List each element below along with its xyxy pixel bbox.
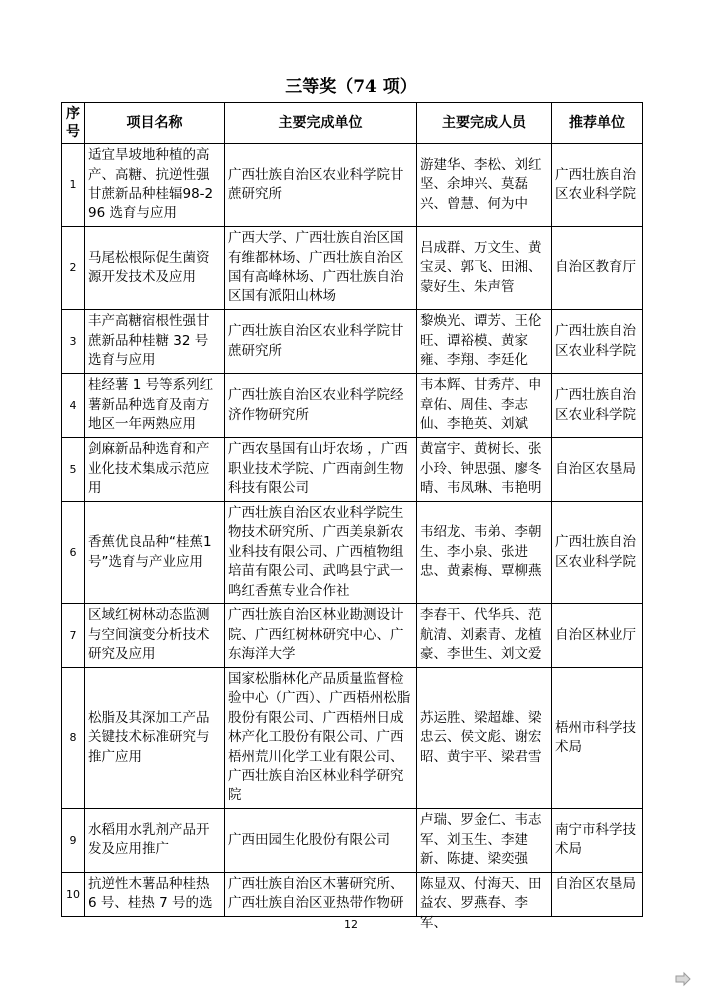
completion-people: 吕成群、万文生、黄宝灵、郭飞、田湘、蒙好生、朱声管 (417, 227, 552, 310)
row-index: 7 (62, 604, 85, 668)
recommending-unit: 广西壮族自治区农业科学院 (552, 502, 643, 604)
completion-units: 广西壮族自治区农业科学院甘蔗研究所 (225, 144, 417, 227)
recommending-unit: 自治区农垦局 (555, 875, 636, 892)
recommending-unit: 广西壮族自治区农业科学院 (552, 310, 643, 374)
recommending-unit: 自治区教育厅 (552, 227, 643, 310)
recommending-unit: 自治区农垦局 (552, 438, 643, 502)
completion-units: 广西大学、广西壮族自治区国有维都林场、广西壮族自治区国有高峰林场、广西壮族自治区国有派阳山林场 (225, 227, 417, 310)
table-row (62, 227, 643, 310)
row-index: 1 (62, 144, 85, 227)
project-name: 适宜旱坡地种植的高产、高糖、抗逆性强甘蔗新品种桂辐98-296 选育与应用 (85, 144, 225, 227)
recommending-unit: 南宁市科学技术局 (552, 808, 643, 872)
project-name: 马尾松根际促生菌资源开发技术及应用 (85, 227, 225, 310)
row-index: 2 (62, 227, 85, 310)
completion-people: 李春干、代华兵、范航清、刘素青、龙植豪、李世生、刘文爱 (417, 604, 552, 668)
header-index: 序号 (62, 103, 85, 144)
row-index: 4 (62, 374, 85, 438)
table-row (62, 604, 643, 668)
table-row (62, 144, 643, 227)
table-row (62, 310, 643, 374)
completion-units: 广西壮族自治区农业科学院生物技术研究所、广西美泉新农业科技有限公司、广西植物组培苗有限公司、武鸣县宁武一鸣红香蕉专业合作社 (225, 502, 417, 604)
table-row (62, 502, 643, 604)
project-name: 剑麻新品种选育和产业化技术集成示范应用 (85, 438, 225, 502)
recommending-unit: 广西壮族自治区农业科学院 (552, 374, 643, 438)
table-row (62, 872, 643, 916)
table-row (62, 374, 643, 438)
completion-units: 广西壮族自治区林业勘测设计院、广西红树林研究中心、广东海洋大学 (225, 604, 417, 668)
completion-units: 广西壮族自治区农业科学院经济作物研究所 (225, 374, 417, 438)
header-recommender: 推荐单位 (552, 103, 643, 144)
completion-people: 黄富宇、黄树长、张小玲、钟思强、廖冬晴、韦凤琳、韦艳明 (417, 438, 552, 502)
row-index: 5 (62, 438, 85, 502)
completion-people: 陈显双、付海天、田益农、罗燕春、李军、 (420, 875, 542, 931)
project-name: 松脂及其深加工产品关键技术标准研究与推广应用 (85, 668, 225, 809)
recommending-unit: 梧州市科学技术局 (552, 668, 643, 809)
completion-people: 黎焕光、谭芳、王伦旺、谭裕模、黄家雍、李翔、李廷化 (417, 310, 552, 374)
table-header-row (62, 103, 643, 144)
project-name: 区域红树林动态监测与空间演变分析技术研究及应用 (85, 604, 225, 668)
completion-people: 韦本辉、甘秀芹、申章佑、周佳、李志仙、李艳英、刘斌 (417, 374, 552, 438)
completion-people: 卢瑞、罗金仁、韦志军、刘玉生、李建新、陈捷、梁奕强 (417, 808, 552, 872)
project-name: 桂经薯 1 号等系列红薯新品种选育及南方地区一年两熟应用 (85, 374, 225, 438)
recommending-unit: 广西壮族自治区农业科学院 (552, 144, 643, 227)
completion-people: 苏运胜、梁超雄、梁忠云、侯文彪、谢宏昭、黄宇平、梁君雪 (417, 668, 552, 809)
row-index: 10 (62, 872, 85, 916)
completion-people: 韦绍龙、韦弟、李朝生、李小泉、张进忠、黄素梅、覃柳燕 (417, 502, 552, 604)
header-project: 项目名称 (85, 103, 225, 144)
row-index: 6 (62, 502, 85, 604)
completion-units: 国家松脂林化产品质量监督检验中心（广西）、广西梧州松脂股份有限公司、广西梧州日成林产化工股份有限公司、广西梧州荒川化学工业有限公司、广西壮族自治区林业科学研究院 (225, 668, 417, 809)
completion-units: 广西壮族自治区木薯研究所、广西壮族自治区亚热带作物研 (228, 875, 404, 912)
completion-units: 广西壮族自治区农业科学院甘蔗研究所 (225, 310, 417, 374)
recommending-unit: 自治区林业厅 (552, 604, 643, 668)
project-name: 香蕉优良品种“桂蕉1 号”选育与产业应用 (85, 502, 225, 604)
section-title: 三等奖（74 项） (285, 77, 417, 97)
completion-people: 游建华、李松、刘红坚、余坤兴、莫磊兴、曾慧、何为中 (417, 144, 552, 227)
table-row (62, 438, 643, 502)
project-name: 水稻用水乳剂产品开发及应用推广 (85, 808, 225, 872)
row-index: 3 (62, 310, 85, 374)
header-people: 主要完成人员 (417, 103, 552, 144)
completion-units: 广西田园生化股份有限公司 (225, 808, 417, 872)
completion-units: 广西农垦国有山圩农场 ，广西职业技术学院、广西南剑生物科技有限公司 (225, 438, 417, 502)
project-name: 抗逆性木薯品种桂热 6 号、桂热 7 号的选 (88, 875, 213, 912)
table-row (62, 808, 643, 872)
header-units: 主要完成单位 (225, 103, 417, 144)
page-number: 12 (344, 918, 358, 931)
project-name: 丰产高糖宿根性强甘蔗新品种桂糖 32 号选育与应用 (85, 310, 225, 374)
table-row (62, 668, 643, 809)
next-page-arrow-icon[interactable] (675, 972, 691, 986)
row-index: 8 (62, 668, 85, 809)
row-index: 9 (62, 808, 85, 872)
